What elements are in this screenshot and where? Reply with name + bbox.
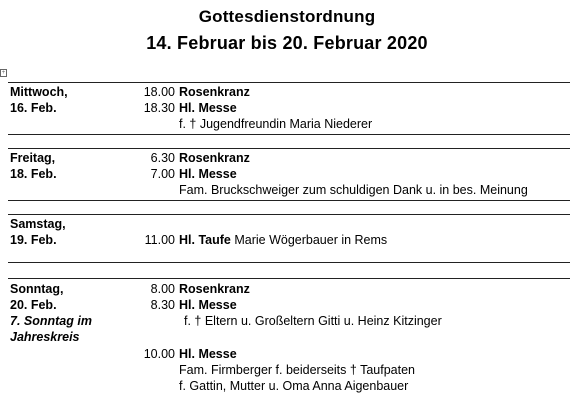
entry-title: Hl. Messe bbox=[179, 101, 237, 115]
entry-detail: Marie Wögerbauer in Rems bbox=[234, 233, 388, 247]
entry-line bbox=[179, 233, 387, 247]
entry-title: Rosenkranz bbox=[179, 282, 250, 296]
entry-time: 8.30 bbox=[150, 298, 175, 312]
table-move-handle[interactable]: + bbox=[1, 70, 6, 76]
liturgical-day: Jahreskreis bbox=[10, 330, 80, 344]
entry-note: f. † Jugendfreundin Maria Niederer bbox=[179, 117, 373, 131]
table-rule bbox=[8, 262, 570, 263]
entry-time: 10.00 bbox=[143, 347, 175, 361]
entry-time: 8.00 bbox=[150, 282, 175, 296]
day-date: 16. Feb. bbox=[10, 101, 57, 115]
day-name: Mittwoch, bbox=[10, 85, 68, 99]
entry-title: Hl. Messe bbox=[179, 167, 237, 181]
entry-time: 6.30 bbox=[150, 151, 175, 165]
table-rule bbox=[8, 134, 570, 135]
entry-time: 11.00 bbox=[144, 233, 175, 247]
entry-time: 18.00 bbox=[143, 85, 175, 99]
liturgical-day: 7. Sonntag im bbox=[10, 314, 92, 328]
entry-title: Hl. Messe bbox=[179, 347, 237, 361]
day-name: Samstag, bbox=[10, 217, 66, 231]
table-rule bbox=[8, 278, 570, 279]
entry-time: 7.00 bbox=[150, 167, 175, 181]
day-date: 20. Feb. bbox=[10, 298, 57, 312]
day-date: 18. Feb. bbox=[10, 167, 57, 181]
table-rule bbox=[8, 214, 570, 215]
day-name: Sonntag, bbox=[10, 282, 64, 296]
entry-title: Hl. Messe bbox=[179, 298, 237, 312]
entry-note: f. † Eltern u. Großeltern Gitti u. Heinz Kitzinger bbox=[184, 314, 442, 328]
day-name: Freitag, bbox=[10, 151, 56, 165]
entry-note: Fam. Bruckschweiger zum schuldigen Dank u. in bes. Meinung bbox=[179, 183, 528, 197]
day-date: 19. Feb. bbox=[10, 233, 57, 247]
entry-title: Hl. Taufe bbox=[179, 233, 231, 247]
entry-time: 18.30 bbox=[143, 101, 175, 115]
entry-note: Fam. Firmberger f. beiderseits † Taufpaten bbox=[179, 363, 415, 377]
document-title: Gottesdienstordnung bbox=[198, 7, 376, 26]
table-rule bbox=[8, 200, 570, 201]
entry-note: f. Gattin, Mutter u. Oma Anna Aigenbauer bbox=[179, 379, 409, 393]
table-rule bbox=[8, 148, 570, 149]
table-rule bbox=[8, 82, 570, 83]
document-subtitle: 14. Februar bis 20. Februar 2020 bbox=[146, 33, 428, 53]
entry-title: Rosenkranz bbox=[179, 85, 250, 99]
entry-title: Rosenkranz bbox=[179, 151, 250, 165]
